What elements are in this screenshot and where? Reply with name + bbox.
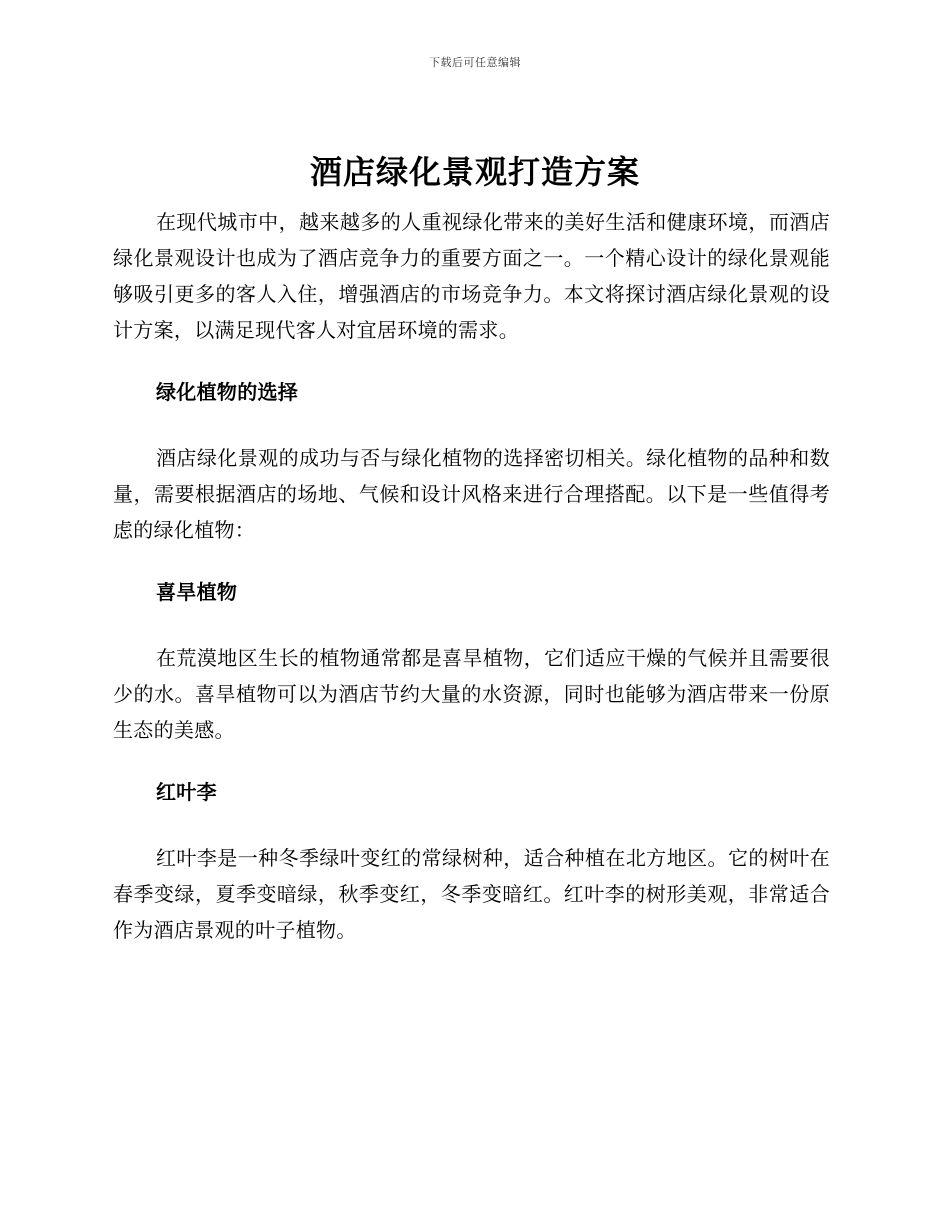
document-title: 酒店绿化景观打造方案 bbox=[309, 153, 640, 191]
section-heading-plant-selection: 绿化植物的选择 bbox=[156, 380, 299, 404]
section-paragraph-drought-plants: 在荒漠地区生长的植物通常都是喜旱植物，它们适应干燥的气候并且需要很少的水。喜旱植物可以为酒店节约大量的水资源，同时也能够为酒店带来一份原生态的美感。 bbox=[113, 646, 830, 742]
intro-paragraph: 在现代城市中，越来越多的人重视绿化带来的美好生活和健康环境，而酒店绿化景观设计也成为了酒店竞争力的重要方面之一。一个精心设计的绿化景观能够吸引更多的客人入住，增强酒店的市场竞争力。本文将探讨酒店绿化景观的设计方案，以满足现代客人对宜居环境的需求。 bbox=[113, 210, 830, 342]
section-paragraph-red-leaf-plum: 红叶李是一种冬季绿叶变红的常绿树种，适合种植在北方地区。它的树叶在春季变绿，夏季变暗绿，秋季变红，冬季变暗红。红叶李的树形美观，非常适合作为酒店景观的叶子植物。 bbox=[113, 846, 830, 942]
header-note: 下载后可任意编辑 bbox=[429, 56, 521, 69]
section-paragraph-plant-selection: 酒店绿化景观的成功与否与绿化植物的选择密切相关。绿化植物的品种和数量，需要根据酒店的场地、气候和设计风格来进行合理搭配。以下是一些值得考虑的绿化植物： bbox=[113, 446, 830, 542]
section-heading-red-leaf-plum: 红叶李 bbox=[156, 780, 217, 804]
document-body bbox=[113, 204, 830, 948]
section-heading-drought-plants: 喜旱植物 bbox=[156, 580, 238, 604]
